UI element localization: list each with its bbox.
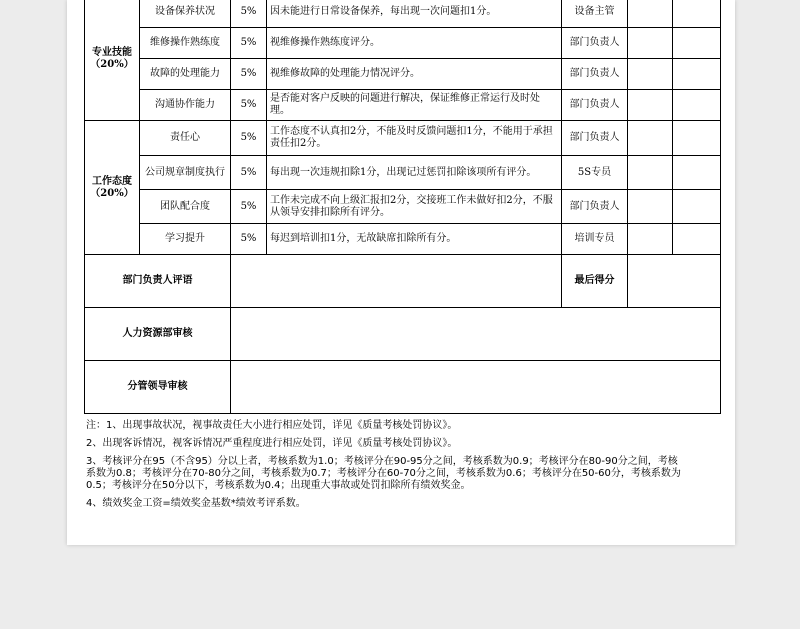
category-cell bbox=[85, 121, 140, 255]
item-name: 故障的处理能力 bbox=[140, 59, 231, 90]
table-row bbox=[85, 156, 721, 190]
note-line: 2、出现客诉情况，视客诉情况严重程度进行相应处罚，详见《质量考核处罚协议》。 bbox=[86, 438, 458, 449]
item-assessor: 培训专员 bbox=[562, 224, 628, 255]
score-cell[interactable] bbox=[628, 90, 673, 121]
item-weight: 5% bbox=[231, 59, 267, 90]
table-row bbox=[85, 121, 721, 156]
item-name: 学习提升 bbox=[140, 224, 231, 255]
note-line: 注：1、出现事故状况，视事故责任大小进行相应处罚，详见《质量考核处罚协议》。 bbox=[86, 420, 458, 431]
final-score-field[interactable] bbox=[628, 255, 721, 308]
item-criteria: 每迟到培训扣1分，无故缺席扣除所有分。 bbox=[267, 224, 562, 255]
score-cell[interactable] bbox=[673, 156, 721, 190]
score-cell[interactable] bbox=[673, 28, 721, 59]
notes-section bbox=[86, 420, 686, 516]
hr-review-field[interactable] bbox=[231, 308, 721, 361]
table-row bbox=[85, 361, 721, 414]
score-cell[interactable] bbox=[673, 190, 721, 224]
table-row bbox=[85, 255, 721, 308]
final-score-label: 最后得分 bbox=[562, 255, 628, 308]
table-row bbox=[85, 224, 721, 255]
item-assessor: 部门负责人 bbox=[562, 121, 628, 156]
item-assessor: 部门负责人 bbox=[562, 59, 628, 90]
item-weight: 5% bbox=[231, 121, 267, 156]
hr-review-label: 人力资源部审核 bbox=[85, 308, 231, 361]
table-row bbox=[85, 28, 721, 59]
dept-comment-label: 部门负责人评语 bbox=[85, 255, 231, 308]
table-row bbox=[85, 59, 721, 90]
category-name: 专业技能 bbox=[92, 46, 132, 58]
item-criteria: 视维修故障的处理能力情况评分。 bbox=[267, 59, 562, 90]
item-criteria: 工作态度不认真扣2分，不能及时反馈问题扣1分，不能用于承担责任扣2分。 bbox=[267, 121, 562, 156]
item-weight: 5% bbox=[231, 224, 267, 255]
score-cell[interactable] bbox=[628, 224, 673, 255]
score-cell[interactable] bbox=[628, 156, 673, 190]
category-weight: （20%） bbox=[90, 58, 134, 70]
item-assessor: 部门负责人 bbox=[562, 90, 628, 121]
item-criteria: 因未能进行日常设备保养，每出现一次问题扣1分。 bbox=[267, 0, 562, 28]
score-cell[interactable] bbox=[673, 59, 721, 90]
score-cell[interactable] bbox=[673, 0, 721, 28]
category-cell bbox=[85, 0, 140, 121]
item-criteria: 每出现一次违规扣除1分，出现记过惩罚扣除该项所有评分。 bbox=[267, 156, 562, 190]
table-row bbox=[85, 0, 721, 28]
score-cell[interactable] bbox=[628, 28, 673, 59]
table-row bbox=[85, 308, 721, 361]
leader-review-field[interactable] bbox=[231, 361, 721, 414]
score-cell[interactable] bbox=[628, 190, 673, 224]
item-weight: 5% bbox=[231, 90, 267, 121]
score-cell[interactable] bbox=[628, 121, 673, 156]
item-weight: 5% bbox=[231, 0, 267, 28]
item-weight: 5% bbox=[231, 156, 267, 190]
item-name: 责任心 bbox=[140, 121, 231, 156]
item-assessor: 设备主管 bbox=[562, 0, 628, 28]
score-cell[interactable] bbox=[673, 90, 721, 121]
category-name: 工作态度 bbox=[92, 175, 132, 187]
item-assessor: 5S专员 bbox=[562, 156, 628, 190]
score-cell[interactable] bbox=[628, 59, 673, 90]
score-cell[interactable] bbox=[673, 224, 721, 255]
note-line: 4、绩效奖金工资=绩效奖金基数*绩效考评系数。 bbox=[86, 498, 306, 509]
assessment-table bbox=[84, 0, 721, 414]
item-assessor: 部门负责人 bbox=[562, 190, 628, 224]
table-row bbox=[85, 190, 721, 224]
category-weight: （20%） bbox=[90, 187, 134, 199]
item-weight: 5% bbox=[231, 28, 267, 59]
leader-review-label: 分管领导审核 bbox=[85, 361, 231, 414]
item-weight: 5% bbox=[231, 190, 267, 224]
score-cell[interactable] bbox=[628, 0, 673, 28]
item-criteria: 工作未完成不向上级汇报扣2分，交接班工作未做好扣2分，不服从领导安排扣除所有评分。 bbox=[267, 190, 562, 224]
item-name: 设备保养状况 bbox=[140, 0, 231, 28]
item-criteria: 是否能对客户反映的问题进行解决，保证维修正常运行及时处理。 bbox=[267, 90, 562, 121]
table-row bbox=[85, 90, 721, 121]
item-name: 维修操作熟练度 bbox=[140, 28, 231, 59]
item-name: 沟通协作能力 bbox=[140, 90, 231, 121]
item-name: 公司规章制度执行 bbox=[140, 156, 231, 190]
item-assessor: 部门负责人 bbox=[562, 28, 628, 59]
item-name: 团队配合度 bbox=[140, 190, 231, 224]
note-line: 3、考核评分在95（不含95）分以上者，考核系数为1.0；考核评分在90-95分之间，考核系数为0.9；考核评分在80-90分之间，考核系数为0.8；考核评分在70-80分之间，考核系数为0.7；考核评分在60-70分之间，考核系数为0.6；考核评分在50-60分，考核系数为0.5；考核评分在50分以下，考核系数为0.4；出现重大事故或处罚扣除所有绩效奖金。 bbox=[86, 456, 681, 491]
score-cell[interactable] bbox=[673, 121, 721, 156]
item-criteria: 视维修操作熟练度评分。 bbox=[267, 28, 562, 59]
dept-comment-field[interactable] bbox=[231, 255, 562, 308]
